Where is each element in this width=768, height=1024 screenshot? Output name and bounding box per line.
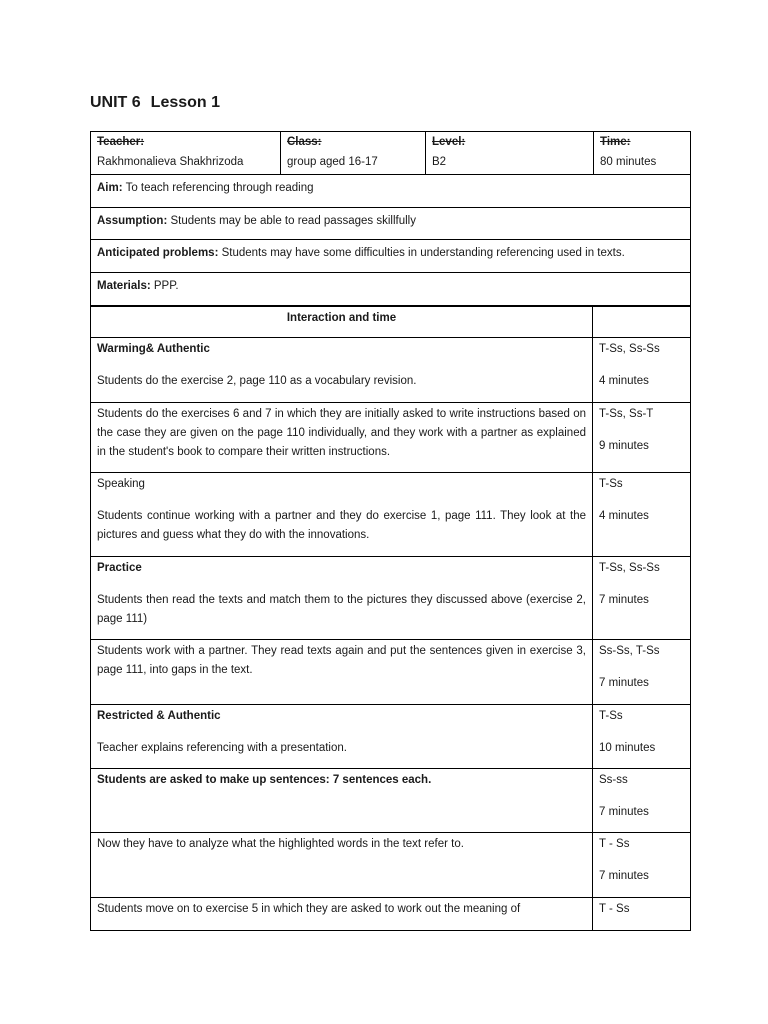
stage-text: Students then read the texts and match them to the pictures they discussed above (exercise 2, page 111) (97, 594, 586, 625)
problems-text: Students may have some difficulties in understanding referencing used in texts. (221, 247, 625, 259)
interaction-value: T - Ss (599, 838, 630, 850)
stage-heading: Students are asked to make up sentences: 7 sentences each. (97, 774, 432, 786)
time-value: 7 minutes (599, 870, 649, 882)
procedure-row (91, 473, 690, 557)
materials-text: PPP. (153, 280, 179, 292)
page-title (90, 94, 220, 112)
lesson-info-table (90, 131, 691, 306)
stage-text: Students continue working with a partner and they do exercise 1, page 111. They look at the pictures and guess what they do with the innovations. (97, 510, 586, 541)
level-value: B2 (432, 156, 447, 168)
time-value: 7 minutes (599, 806, 649, 818)
procedure-row (91, 403, 690, 473)
interaction-value: T-Ss (599, 710, 623, 722)
procedure-row (91, 833, 690, 898)
time-value: 9 minutes (599, 440, 649, 452)
teacher-value: Rakhmonalieva Shakhrizoda (97, 156, 244, 168)
procedure-row (91, 640, 690, 705)
level-cell (426, 132, 594, 174)
class-label: Class: (287, 136, 322, 148)
time-value: 4 minutes (599, 510, 649, 522)
stage-heading: Speaking (97, 478, 145, 490)
interaction-value: T - Ss (599, 903, 630, 915)
interaction-value: T-Ss, Ss-Ss (599, 343, 660, 355)
procedure-row (91, 557, 690, 640)
time-value: 80 minutes (600, 156, 657, 168)
lesson-label: Lesson 1 (150, 94, 221, 111)
interaction-value: T-Ss, Ss-Ss (599, 562, 660, 574)
time-cell (594, 132, 690, 174)
interaction-value: Ss-ss (599, 774, 628, 786)
time-value: 7 minutes (599, 594, 649, 606)
procedure-row (91, 705, 690, 769)
procedure-row (91, 898, 690, 931)
teacher-label: Teacher: (97, 136, 145, 148)
procedure-row (91, 338, 690, 403)
assumption-label: Assumption: (97, 215, 168, 227)
interaction-value: Ss-Ss, T-Ss (599, 645, 660, 657)
procedure-table (90, 306, 691, 931)
stage-text: Students do the exercise 2, page 110 as a vocabulary revision. (97, 375, 417, 387)
interaction-heading-row (91, 307, 690, 338)
class-value: group aged 16-17 (287, 156, 378, 168)
stage-heading: Practice (97, 562, 142, 574)
interaction-value: T-Ss (599, 478, 623, 490)
problems-row (91, 240, 690, 273)
class-cell (281, 132, 426, 174)
aim-text: To teach referencing through reading (125, 182, 314, 194)
stage-heading: Warming& Authentic (97, 343, 210, 355)
stage-text: Now they have to analyze what the highlighted words in the text refer to. (97, 838, 464, 850)
procedure-row (91, 769, 690, 833)
assumption-text: Students may be able to read passages skillfully (170, 215, 416, 227)
stage-text: Students work with a partner. They read texts again and put the sentences given in exercise 3, page 111, into gaps in the text. (97, 645, 586, 676)
unit-label: UNIT 6 (90, 94, 141, 111)
header-row (91, 132, 690, 175)
interaction-heading: Interaction and time (91, 307, 593, 337)
assumption-row (91, 208, 690, 240)
teacher-cell (91, 132, 281, 174)
aim-label: Aim: (97, 182, 123, 194)
stage-text: Teacher explains referencing with a presentation. (97, 742, 347, 754)
stage-text: Students do the exercises 6 and 7 in which they are initially asked to write instructions based on the case they are given on the page 110 individually, and they work with a partner as explained in the student's book to compare their written instructions. (97, 408, 586, 458)
interaction-value: T-Ss, Ss-T (599, 408, 654, 420)
level-label: Level: (432, 136, 466, 148)
stage-heading: Restricted & Authentic (97, 710, 221, 722)
materials-row (91, 273, 690, 306)
aim-row (91, 175, 690, 208)
time-value: 4 minutes (599, 375, 649, 387)
stage-text: Students move on to exercise 5 in which they are asked to work out the meaning of (97, 903, 521, 915)
problems-label: Anticipated problems: (97, 247, 219, 259)
time-label: Time: (600, 136, 631, 148)
materials-label: Materials: (97, 280, 151, 292)
time-value: 10 minutes (599, 742, 656, 754)
time-value: 7 minutes (599, 677, 649, 689)
